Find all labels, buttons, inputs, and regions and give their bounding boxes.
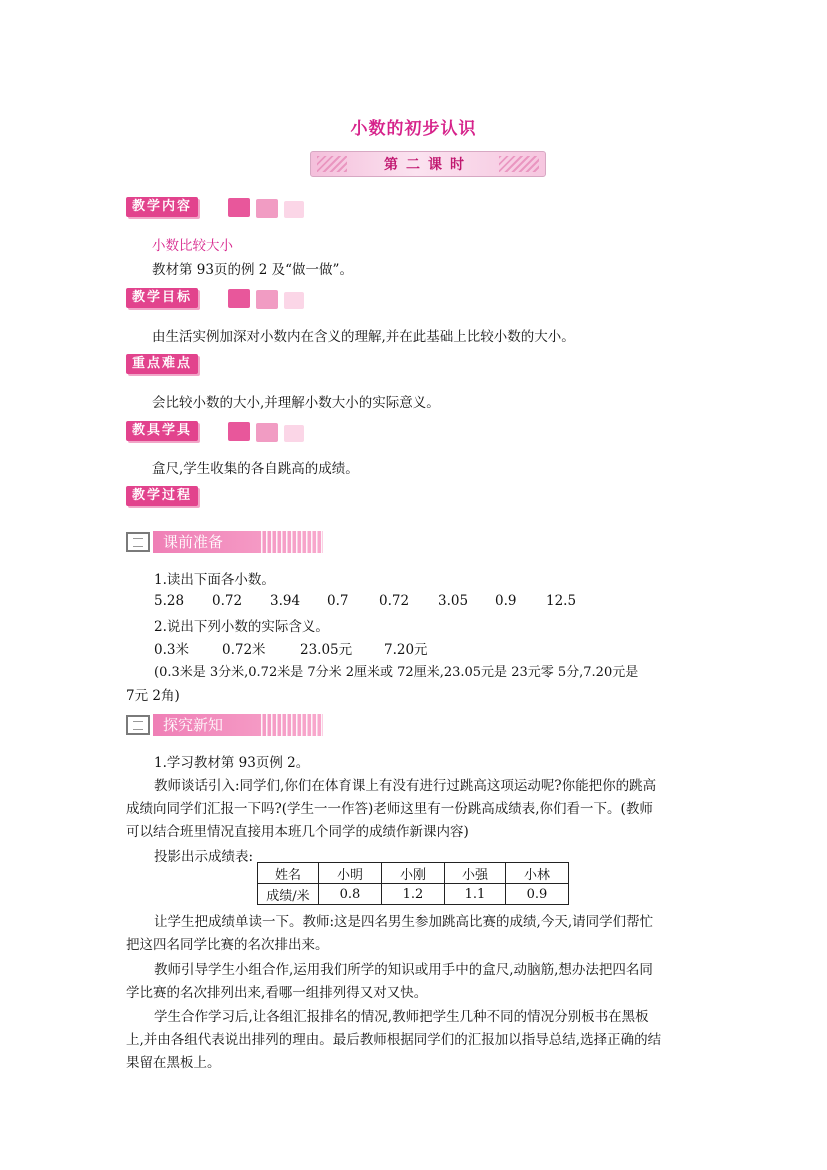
table-cell: 1.1 (445, 884, 506, 905)
section-label-content: 教学内容 (126, 197, 198, 217)
table-cell: 0.8 (319, 884, 382, 905)
banner-stripe-left (317, 156, 347, 172)
goals-text: 由生活实例加深对小数内在含义的理解,并在此基础上比较小数的大小。 (152, 329, 575, 345)
decor-square (228, 422, 250, 441)
section-label-goals: 教学目标 (126, 288, 198, 308)
subsection-prep-header (126, 531, 323, 553)
explore-step1: 1.学习教材第 93页例 2。 (154, 755, 310, 771)
prep-quantity: 23.05元 (300, 642, 353, 658)
content-topic: 小数比较大小 (152, 238, 233, 254)
lesson-label: 第二课时 (384, 157, 472, 173)
explore-paragraph-line: 学生合作学习后,让各组汇报排名的情况,教师把学生几种不同的情况分别板书在黑板 (154, 1009, 649, 1025)
explore-paragraph-line: 让学生把成绩单读一下。教师:这是四名男生参加跳高比赛的成绩,今天,请同学们帮忙 (154, 914, 654, 930)
prep-number-row (154, 593, 576, 609)
key-points-text: 会比较小数的大小,并理解小数大小的实际意义。 (152, 395, 440, 411)
explore-paragraph-line: 学比赛的名次排列出来,看哪一组排列得又对又快。 (126, 985, 428, 1001)
prep-quantity-row (154, 638, 428, 658)
subsection-number-box (126, 715, 150, 735)
prep-quantity: 0.3米 (154, 642, 189, 658)
decor-square (284, 425, 304, 442)
prep-number: 0.72 (379, 593, 410, 609)
section-label-key-points: 重点难点 (126, 354, 198, 374)
explore-paragraph-line: 成绩向同学们汇报一下吗?(学生一一作答)老师这里有一份跳高成绩表,你们看一下。(教师 (126, 801, 653, 817)
tools-text: 盒尺,学生收集的各自跳高的成绩。 (152, 461, 359, 477)
content-text: 教材第 93页的例 2 及“做一做”。 (152, 262, 353, 278)
table-header-cell: 小强 (445, 863, 506, 884)
decor-square (228, 289, 250, 308)
table-header-cell: 姓名 (258, 863, 319, 884)
explore-paragraph-line: 可以结合班里情况直接用本班几个同学的成绩作新课内容) (126, 824, 469, 840)
lesson-banner (310, 151, 546, 177)
table-header-cell: 小林 (506, 863, 569, 884)
section-label-process: 教学过程 (126, 486, 198, 506)
prep-number: 3.05 (438, 593, 469, 609)
show-table-caption: 投影出示成绩表: (154, 849, 254, 865)
decor-square (228, 198, 250, 217)
prep-answer-line: 7元 2角) (126, 688, 180, 704)
subsection-explore-title: 探究新知 (153, 714, 323, 736)
table-header-cell: 小明 (319, 863, 382, 884)
prep-q1: 1.读出下面各小数。 (154, 572, 275, 588)
prep-quantity: 7.20元 (384, 642, 428, 658)
table-cell: 成绩/米 (258, 884, 319, 905)
prep-number: 5.28 (154, 593, 185, 609)
prep-number: 0.7 (327, 593, 349, 609)
table-cell: 1.2 (382, 884, 445, 905)
prep-answer-line: (0.3米是 3分米,0.72米是 7分米 2厘米或 72厘米,23.05元是 23元零 5分,7.20元是 (154, 665, 639, 680)
prep-number: 3.94 (270, 593, 301, 609)
table-header-cell: 小刚 (382, 863, 445, 884)
table-row (258, 863, 569, 884)
subsection-prep-title: 课前准备 (153, 531, 323, 553)
decor-square (256, 199, 278, 218)
prep-number: 0.9 (495, 593, 517, 609)
decor-square (284, 201, 304, 218)
subsection-number-box (126, 532, 150, 552)
score-table (257, 862, 569, 905)
prep-q2: 2.说出下列小数的实际含义。 (154, 619, 329, 635)
explore-paragraph-line: 教师引导学生小组合作,运用我们所学的知识或用手中的盒尺,动脑筋,想办法把四名同 (154, 962, 653, 978)
table-row (258, 884, 569, 905)
explore-paragraph-line: 上,并由各组代表说出排列的理由。最后教师根据同学们的汇报加以指导总结,选择正确的结 (126, 1032, 662, 1048)
decor-square (256, 290, 278, 309)
document-title: 小数的初步认识 (350, 119, 477, 139)
table-cell: 0.9 (506, 884, 569, 905)
section-label-tools: 教具学具 (126, 421, 198, 441)
prep-number: 12.5 (546, 593, 577, 609)
decor-square (284, 292, 304, 309)
explore-paragraph-line: 把这四名同学比赛的名次排出来。 (126, 937, 329, 953)
explore-paragraph-line: 果留在黑板上。 (126, 1055, 221, 1071)
explore-paragraph-line: 教师谈话引入:同学们,你们在体育课上有没有进行过跳高这项运动呢?你能把你的跳高 (154, 778, 657, 794)
prep-quantity: 0.72米 (222, 642, 266, 658)
prep-number: 0.72 (212, 593, 243, 609)
banner-stripe-right (499, 156, 539, 172)
decor-square (256, 423, 278, 442)
subsection-explore-header (126, 714, 323, 736)
